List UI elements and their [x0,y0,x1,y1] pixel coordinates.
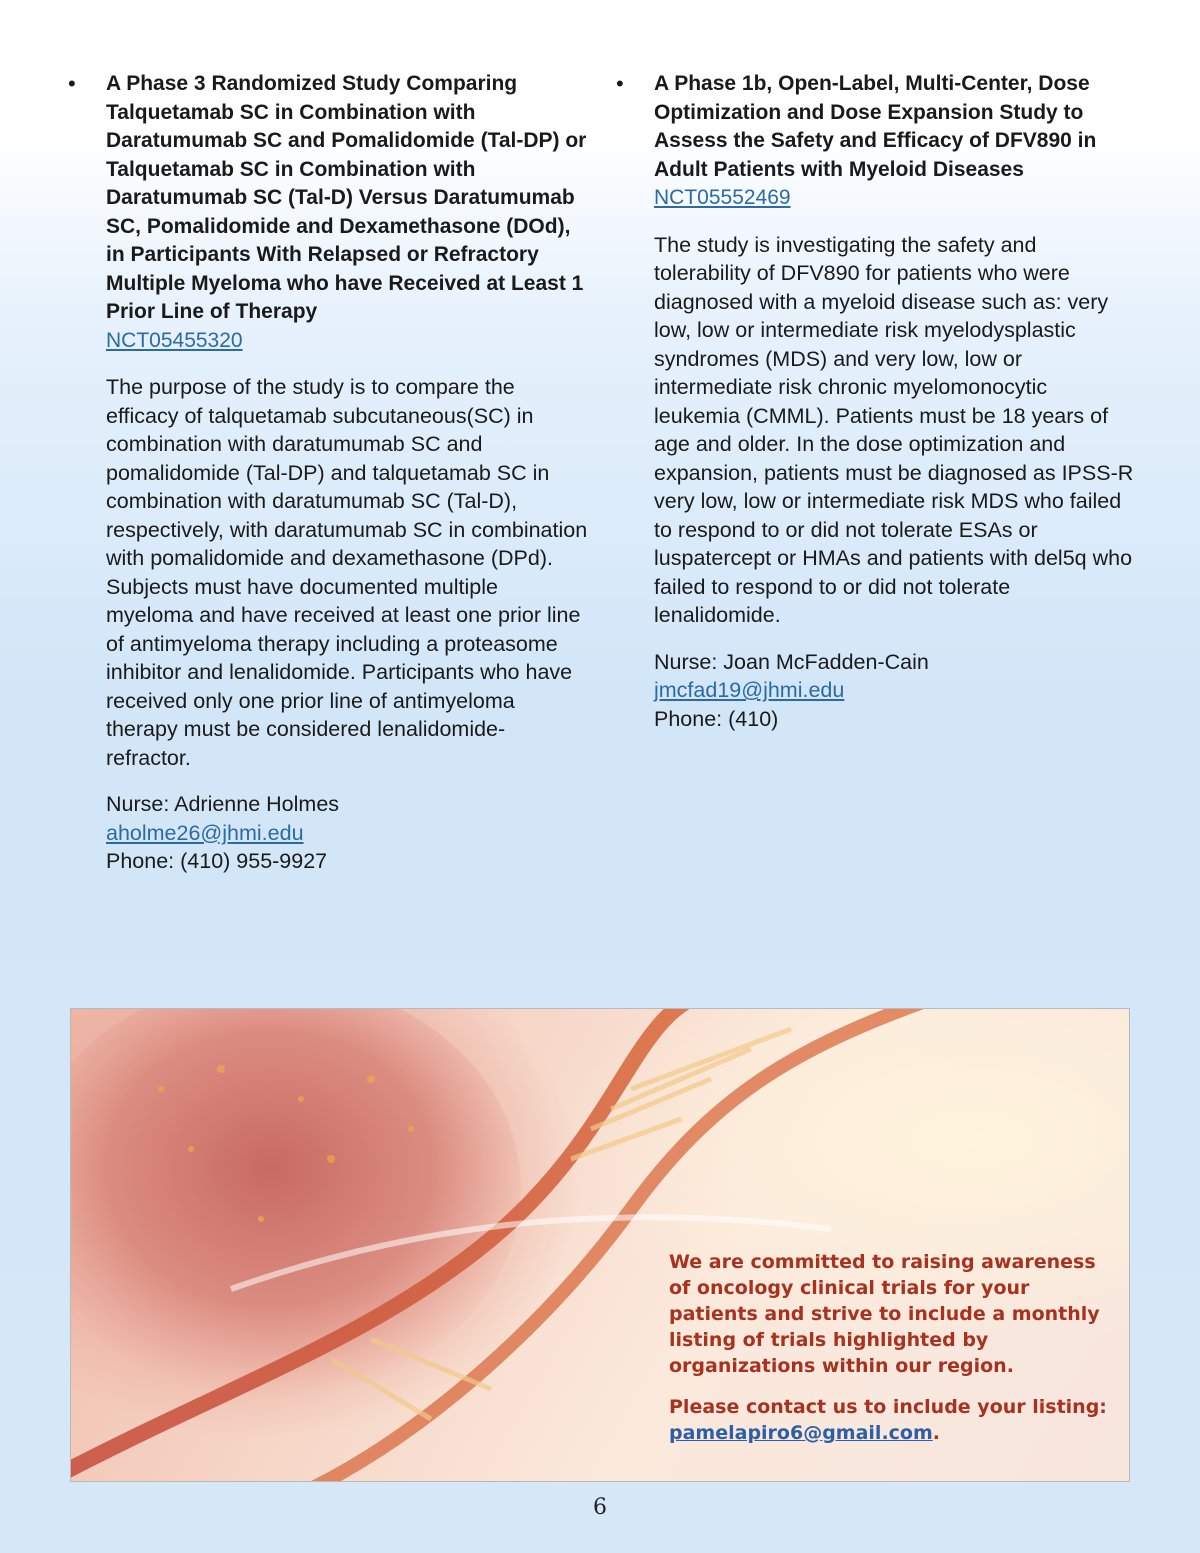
banner-email-link[interactable]: pamelapiro6@gmail.com [669,1422,933,1444]
trial-title: A Phase 3 Randomized Study Comparing Talquetamab SC in Combination with Daratumumab SC and Pomalidomide (Tal-DP) or Talquetamab SC in Combination with Daratumumab SC (Tal-D) Versus Daratumumab SC, Pomalidomide and Dexamethasone (DOd), in Participants With Relapsed or Refractory Multiple Myeloma who have Received at Least 1 Prior Line of Therapy [106,72,587,323]
nurse-email-link[interactable]: aholme26@jhmi.edu [106,820,304,845]
promo-banner [70,1008,1130,1482]
banner-message: We are committed to raising awareness of oncology clinical trials for your patients and strive to include a monthly listing of trials highlighted by organizations within our region. [669,1251,1100,1377]
nurse-phone: Phone: (410) 955-9927 [106,849,328,873]
trial-description: The study is investigating the safety and tolerability of DFV890 for patients who were diagnosed with a myeloid disease such as: very low, low or intermediate risk myelodysplastic syndromes (MDS) and very low, low or intermediate risk chronic myelomonocytic leukemia (CMML). Patients must be 18 years of age and older. In the dose optimization and expansion, patients must be diagnosed as IPSS-R very low, low or intermediate risk MDS who failed to respond to or did not tolerate ESAs or luspatercept or HMAs and patients with del5q who failed to respond to or did not tolerate lenalidomide. [654,232,1134,627]
banner-message-block [669,1249,1109,1446]
trial-column-left [68,70,588,876]
page-number: 6 [593,1495,607,1520]
contact-block [106,790,588,876]
nurse-email-link[interactable]: jmcfad19@jhmi.edu [654,678,845,702]
nct-link[interactable]: NCT05455320 [106,328,243,352]
bullet: • [68,71,76,96]
nct-link[interactable]: NCT05552469 [654,186,791,209]
trial-item [616,70,1136,733]
trial-column-right [616,70,1136,733]
nurse-name: Nurse: Joan McFadden-Cain [654,649,929,674]
trial-item [68,70,588,876]
trial-description: The purpose of the study is to compare the efficacy of talquetamab subcutaneous(SC) in combination with daratumumab SC and pomalidomide (Tal-DP) and talquetamab SC in combination with daratumumab SC (Tal-D), respectively, with daratumumab SC in combination with pomalidomide and dexamethasone (DPd). Subjects must have documented multiple myeloma and have received at least one prior line of antimyeloma therapy including a proteasome inhibitor and lenalidomide. Participants who have received only one prior line of antimyeloma therapy must be considered lenalidomide-refractor. [106,375,588,770]
cancer-cell-shape [71,1009,521,1399]
nurse-phone: Phone: (410) [654,706,779,731]
nurse-name: Nurse: Adrienne Holmes [106,792,340,816]
bullet: • [616,71,624,96]
trial-title: A Phase 1b, Open-Label, Multi-Center, Dose Optimization and Dose Expansion Study to Assess the Safety and Efficacy of DFV890 in Adult Patients with Myeloid Diseases [654,72,1097,181]
banner-contact: Please contact us to include your listing: pamelapiro6@gmail.com. [669,1396,1107,1444]
contact-block [654,648,1136,734]
